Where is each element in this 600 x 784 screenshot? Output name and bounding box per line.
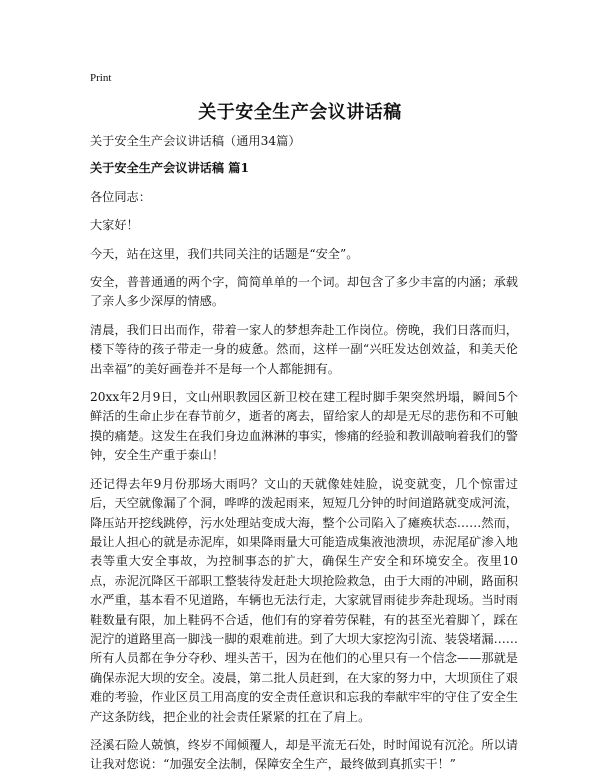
paragraph-morning: 清晨，我们日出而作，带着一家人的梦想奔赴工作岗位。傍晚，我们日落而归，楼下等待的孩子带走一身的疲惫。然而，这样一副“兴旺发达创效益，和美天伦出幸福”的美好画卷并不是每一个人都能拥有。 (90, 322, 518, 376)
document-body (90, 132, 518, 784)
paragraph-hello: 大家好！ (90, 218, 139, 233)
paragraph-rainstorm: 还记得去年9月份那场大雨吗？文山的天就像娃娃脸，说变就变，几个惊雷过后，天空就像漏了个洞，哗哗的泼起雨来，短短几分钟的时间道路就变成河流，降压站开挖线跳停，污水处理站变成大海，整个公司陷入了瘫痪状态……然而，最让人担心的就是赤泥库，如果降雨量大可能造成集液池溃坝，赤泥尾矿渗入地表等重大安全事故，为控制事态的扩大，确保生产安全和环境安全。夜里10点，赤泥沉降区干部职工整装待发赶赴大坝抢险救急，由于大雨的冲刷，路面积水严重，基本看不见道路，车辆也无法行走，大家就冒雨徒步奔赴现场。当时雨鞋数量有限，加上鞋码不合适，他们有的穿着劳保鞋，有的甚至光着脚丫，踩在泥泞的道路里高一脚浅一脚的艰难前进。到了大坝大家挖沟引流、装袋堵漏……所有人员都在争分夺秒、埋头苦干，因为在他们的心里只有一个信念——那就是确保赤泥大坝的安全。凌晨，第二批人员赶到，在大家的努力中，大坝顶住了艰难的考验，作业区员工用高度的安全责任意识和忘我的奉献牢牢的守住了安全生产这条防线，把企业的社会责任紧紧的扛在了肩上。 (90, 476, 518, 724)
document-subtitle: 关于安全生产会议讲话稿（通用34篇） (90, 134, 301, 148)
section-heading: 关于安全生产会议讲话稿 篇1 (90, 161, 249, 176)
paragraph-topic: 今天，站在这里，我们共同关注的话题是“安全”。 (90, 246, 359, 261)
paragraph-greeting: 各位同志： (90, 189, 151, 204)
paragraph-safety-meaning: 安全，普普通通的两个字，简简单单的一个词。却包含了多少丰富的内涵；承载了亲人多少深厚的情感。 (90, 275, 518, 309)
document-title: 关于安全生产会议讲话稿 (198, 102, 402, 123)
paragraph-accident: 20xx年2月9日，文山州职教园区新卫校在建工程时脚手架突然坍塌，瞬间5个鲜活的生命止步在春节前夕，逝者的离去，留给家人的却是无尽的悲伤和不可触摸的痛楚。这发生在我们身边血淋淋的事实，惨痛的经验和教训敲响着我们的警钟，安全生产重于泰山！ (90, 390, 518, 463)
paragraph-closing: 泾溪石险人兢慎，终岁不闻倾覆人，却是平流无石处，时时闻说有沉沦。所以请让我对您说：“加强安全法制，保障安全生产，最终做到真抓实干！” (90, 737, 518, 772)
print-label: Print (90, 72, 112, 84)
